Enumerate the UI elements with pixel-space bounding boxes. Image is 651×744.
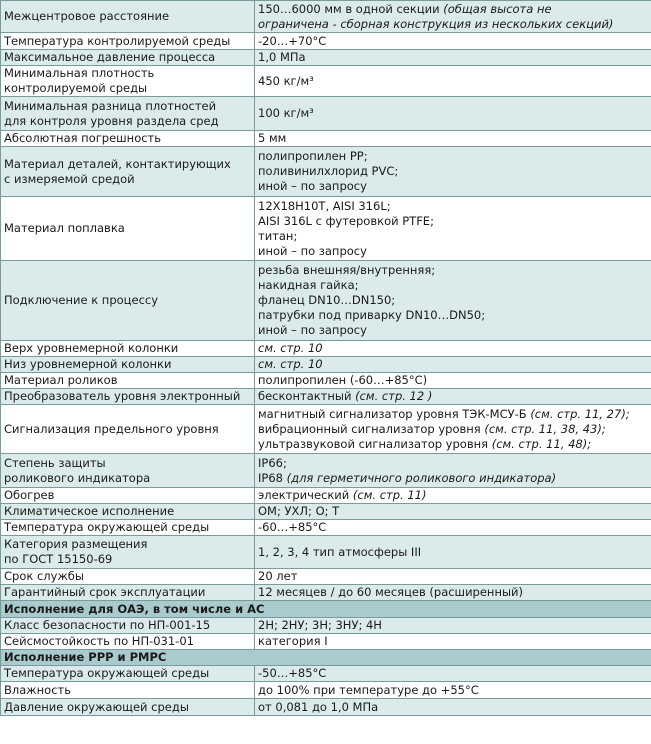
- param-name: Климатическое исполнение: [4, 504, 175, 518]
- param-value-line: [258, 488, 648, 503]
- param-value-note: (общая высота не: [443, 1, 552, 16]
- param-name: Верх уровнемерной колонки: [4, 341, 179, 355]
- param-value-text: 450 кг/м³: [258, 73, 314, 88]
- param-name: Абсолютная погрешность: [4, 131, 162, 145]
- param-name: Сигнализация предельного уровня: [4, 421, 219, 436]
- param-value-cell: [255, 618, 651, 634]
- param-name: Материал деталей, контактирующих: [4, 156, 231, 171]
- param-value-text: ультразвуковой сигнализатор уровня: [258, 436, 492, 451]
- param-name: Низ уровнемерной колонки: [4, 357, 172, 371]
- param-value-note: (для герметичного роликового индикатора): [286, 470, 557, 485]
- param-name: Межцентровое расстояние: [4, 9, 170, 23]
- spec-row: [1, 405, 651, 454]
- param-value-cell: [255, 373, 651, 389]
- param-value-note: (см. стр. 11, 38, 43);: [484, 421, 606, 436]
- param-name-cell: [1, 341, 255, 357]
- spec-row: [1, 618, 651, 634]
- param-value-line: [258, 263, 648, 278]
- param-value-line: [258, 74, 648, 89]
- spec-row: [1, 373, 651, 389]
- param-value-cell: [255, 50, 651, 66]
- param-value-cell: [255, 405, 651, 454]
- spec-row: [1, 569, 651, 585]
- param-value-text: -60…+85°С: [258, 520, 327, 534]
- param-value-cell: [255, 389, 651, 405]
- param-name-cell: [1, 373, 255, 389]
- param-value-text: 12Х18Н10Т, AISI 316L;: [258, 198, 391, 213]
- param-name: контролируемой среды: [4, 81, 148, 95]
- param-value-note: (см. стр. 11, 48);: [491, 436, 592, 451]
- param-value-line: [258, 357, 648, 372]
- param-name-cell: [1, 488, 255, 504]
- param-name-cell: [1, 699, 255, 716]
- param-value-text: 5 мм: [258, 131, 287, 145]
- param-value-line: [258, 17, 648, 32]
- spec-row: [1, 131, 651, 147]
- param-value-cell: [255, 634, 651, 650]
- param-value-cell: [255, 261, 651, 341]
- param-name: для контроля уровня раздела сред: [4, 113, 219, 128]
- param-value-text: фланец DN10…DN150;: [258, 293, 396, 307]
- param-value-line: [258, 389, 648, 404]
- param-name: Срок службы: [4, 569, 84, 583]
- param-value-cell: [255, 33, 651, 50]
- param-value-line: [258, 323, 648, 338]
- param-value-text: 1, 2, 3, 4 тип атмосферы III: [258, 544, 422, 559]
- param-name-cell: [1, 97, 255, 131]
- param-value-line: [258, 569, 648, 584]
- param-value-text: 12 месяцев / до 60 месяцев (расширенный): [258, 585, 524, 599]
- param-value-text: электрический: [258, 488, 353, 502]
- param-value-text: категория I: [258, 634, 328, 648]
- param-name-cell: [1, 1, 255, 33]
- param-name: Материал поплавка: [4, 221, 125, 235]
- param-name: Класс безопасности по НП-001-15: [4, 618, 211, 632]
- param-value-cell: [255, 197, 651, 261]
- param-value-cell: [255, 504, 651, 520]
- param-value-line: [258, 634, 648, 649]
- param-name-cell: [1, 357, 255, 373]
- param-value-text: полипропилен PP;: [258, 149, 368, 163]
- param-value-text: от 0,081 до 1,0 МПа: [258, 699, 379, 714]
- spec-row: [1, 699, 651, 716]
- spec-row: [1, 488, 651, 504]
- param-value-line: [258, 308, 648, 323]
- param-value-line: [258, 50, 648, 65]
- param-value-text: 2Н; 2НУ; 3Н; 3НУ; 4Н: [258, 618, 382, 632]
- section-header-row: [1, 650, 651, 666]
- param-name-cell: [1, 569, 255, 585]
- param-value-line: [258, 683, 648, 698]
- spec-row: [1, 197, 651, 261]
- param-value-line: [258, 437, 648, 452]
- spec-row: [1, 33, 651, 50]
- spec-row: [1, 389, 651, 405]
- param-value-text: ОМ; УХЛ; О; Т: [258, 504, 340, 518]
- param-value-line: [258, 666, 648, 681]
- spec-row: [1, 454, 651, 488]
- spec-row: [1, 147, 651, 197]
- param-name: Максимальное давление процесса: [4, 50, 216, 64]
- param-value-cell: [255, 1, 651, 33]
- spec-row: [1, 50, 651, 66]
- param-value-text: резьба внешняя/внутренняя;: [258, 263, 436, 277]
- param-name: Преобразователь уровня электронный: [4, 389, 241, 403]
- param-name-cell: [1, 197, 255, 261]
- param-value-text: IP68: [258, 470, 287, 485]
- param-value-cell: [255, 699, 651, 716]
- param-value-text: -50…+85°С: [258, 666, 327, 680]
- spec-row: [1, 97, 651, 131]
- spec-row: [1, 520, 651, 536]
- param-name-cell: [1, 131, 255, 147]
- param-value-line: [258, 545, 648, 560]
- param-name: Температура окружающей среды: [4, 666, 210, 680]
- spec-row: [1, 504, 651, 520]
- param-value-note: см. стр. 10: [258, 341, 323, 355]
- spec-row: [1, 66, 651, 97]
- param-value-line: [258, 34, 648, 49]
- param-value-text: полипропилен (-60…+85°С): [258, 373, 428, 387]
- param-value-line: [258, 373, 648, 388]
- spec-row: [1, 682, 651, 699]
- param-name: Обогрев: [4, 488, 55, 502]
- param-name: Минимальная плотность: [4, 66, 155, 80]
- param-value-line: [258, 341, 648, 356]
- param-value-line: [258, 278, 648, 293]
- param-value-text: иной – по запросу: [258, 243, 367, 258]
- param-value-text: накидная гайка;: [258, 278, 359, 292]
- param-name-cell: [1, 50, 255, 66]
- param-name-cell: [1, 147, 255, 197]
- param-value-line: [258, 149, 648, 164]
- spec-row: [1, 634, 651, 650]
- param-value-text: 100 кг/м³: [258, 106, 314, 120]
- param-value-note: ограничена - сборная конструкция из нескольких секций): [258, 16, 614, 31]
- param-name-cell: [1, 454, 255, 488]
- param-name-cell: [1, 682, 255, 699]
- param-name: Материал роликов: [4, 373, 118, 387]
- param-value-text: до 100% при температуре до +55°С: [258, 682, 479, 697]
- param-value-note: (см. стр. 11, 27);: [530, 406, 630, 421]
- spec-row: [1, 261, 651, 341]
- spec-row: [1, 357, 651, 373]
- section-title: Исполнение для ОАЭ, в том числе и АС: [1, 601, 651, 618]
- param-value-line: [258, 520, 648, 535]
- section-title: Исполнение РРР и РМРС: [1, 650, 651, 666]
- param-name: с измеряемой средой: [4, 171, 135, 186]
- section-header-row: [1, 601, 651, 618]
- param-value-text: бесконтактный: [258, 389, 356, 403]
- param-value-line: [258, 131, 648, 146]
- spec-row: [1, 536, 651, 569]
- param-value-text: вибрационный сигнализатор уровня: [258, 421, 485, 436]
- param-value-cell: [255, 536, 651, 569]
- param-value-line: [258, 456, 648, 471]
- param-value-text: титан;: [258, 228, 298, 243]
- param-value-text: иной – по запросу: [258, 323, 367, 337]
- spec-row: [1, 1, 651, 33]
- param-value-cell: [255, 147, 651, 197]
- spec-row: [1, 585, 651, 601]
- param-value-cell: [255, 341, 651, 357]
- param-value-text: 20 лет: [258, 569, 298, 583]
- param-value-line: [258, 407, 648, 422]
- param-name: по ГОСТ 15150-69: [4, 552, 113, 566]
- param-name: Температура окружающей среды: [4, 520, 210, 534]
- param-value-line: [258, 471, 648, 486]
- param-value-text: 150…6000 мм в одной секции: [258, 1, 444, 16]
- param-name: Давление окружающей среды: [4, 699, 189, 714]
- param-value-line: [258, 244, 648, 259]
- param-value-cell: [255, 520, 651, 536]
- param-name-cell: [1, 634, 255, 650]
- param-value-line: [258, 106, 648, 121]
- param-value-line: [258, 504, 648, 519]
- param-value-line: [258, 199, 648, 214]
- param-name-cell: [1, 618, 255, 634]
- param-name-cell: [1, 536, 255, 569]
- param-name: Минимальная разница плотностей: [4, 98, 217, 113]
- param-value-cell: [255, 97, 651, 131]
- param-value-cell: [255, 666, 651, 682]
- param-value-cell: [255, 357, 651, 373]
- param-value-cell: [255, 569, 651, 585]
- param-value-note: см. стр. 10: [258, 357, 323, 371]
- param-name: Сейсмостойкость по НП-031-01: [4, 634, 194, 648]
- param-name: Категория размещения: [4, 537, 148, 551]
- param-value-text: поливинилхлорид PVC;: [258, 164, 399, 178]
- param-value-cell: [255, 585, 651, 601]
- spec-row: [1, 666, 651, 682]
- param-name-cell: [1, 585, 255, 601]
- param-value-cell: [255, 488, 651, 504]
- param-name-cell: [1, 504, 255, 520]
- param-value-note: (см. стр. 11): [352, 488, 427, 502]
- param-value-line: [258, 293, 648, 308]
- param-value-cell: [255, 682, 651, 699]
- param-value-cell: [255, 454, 651, 488]
- param-value-text: иной – по запросу: [258, 179, 367, 193]
- param-value-text: -20…+70°С: [258, 33, 327, 48]
- param-value-line: [258, 422, 648, 437]
- param-value-line: [258, 179, 648, 194]
- param-value-text: IP66;: [258, 455, 287, 470]
- param-value-cell: [255, 66, 651, 97]
- param-name-cell: [1, 66, 255, 97]
- param-value-line: [258, 700, 648, 715]
- param-name-cell: [1, 405, 255, 454]
- param-name-cell: [1, 33, 255, 50]
- param-value-line: [258, 2, 648, 17]
- param-value-text: патрубки под приварку DN10…DN50;: [258, 308, 486, 322]
- spec-table-body: [1, 1, 651, 716]
- param-value-text: AISI 316L с футеровкой PTFE;: [258, 213, 434, 228]
- param-value-text: 1,0 МПа: [258, 50, 306, 64]
- param-name: Влажность: [4, 682, 72, 697]
- param-name: Степень защиты: [4, 455, 106, 470]
- param-name: Гарантийный срок эксплуатации: [4, 585, 206, 599]
- param-name: роликового индикатора: [4, 470, 151, 485]
- param-value-note: (см. стр. 12 ): [355, 389, 433, 403]
- param-name-cell: [1, 666, 255, 682]
- param-value-line: [258, 585, 648, 600]
- param-name-cell: [1, 261, 255, 341]
- param-name: Подключение к процессу: [4, 293, 159, 307]
- param-value-line: [258, 214, 648, 229]
- param-value-line: [258, 164, 648, 179]
- param-name: Температура контролируемой среды: [4, 33, 231, 48]
- param-value-line: [258, 229, 648, 244]
- param-name-cell: [1, 389, 255, 405]
- param-name-cell: [1, 520, 255, 536]
- param-value-line: [258, 618, 648, 633]
- param-value-cell: [255, 131, 651, 147]
- param-value-text: магнитный сигнализатор уровня ТЭК-МСУ-Б: [258, 406, 531, 421]
- spec-row: [1, 341, 651, 357]
